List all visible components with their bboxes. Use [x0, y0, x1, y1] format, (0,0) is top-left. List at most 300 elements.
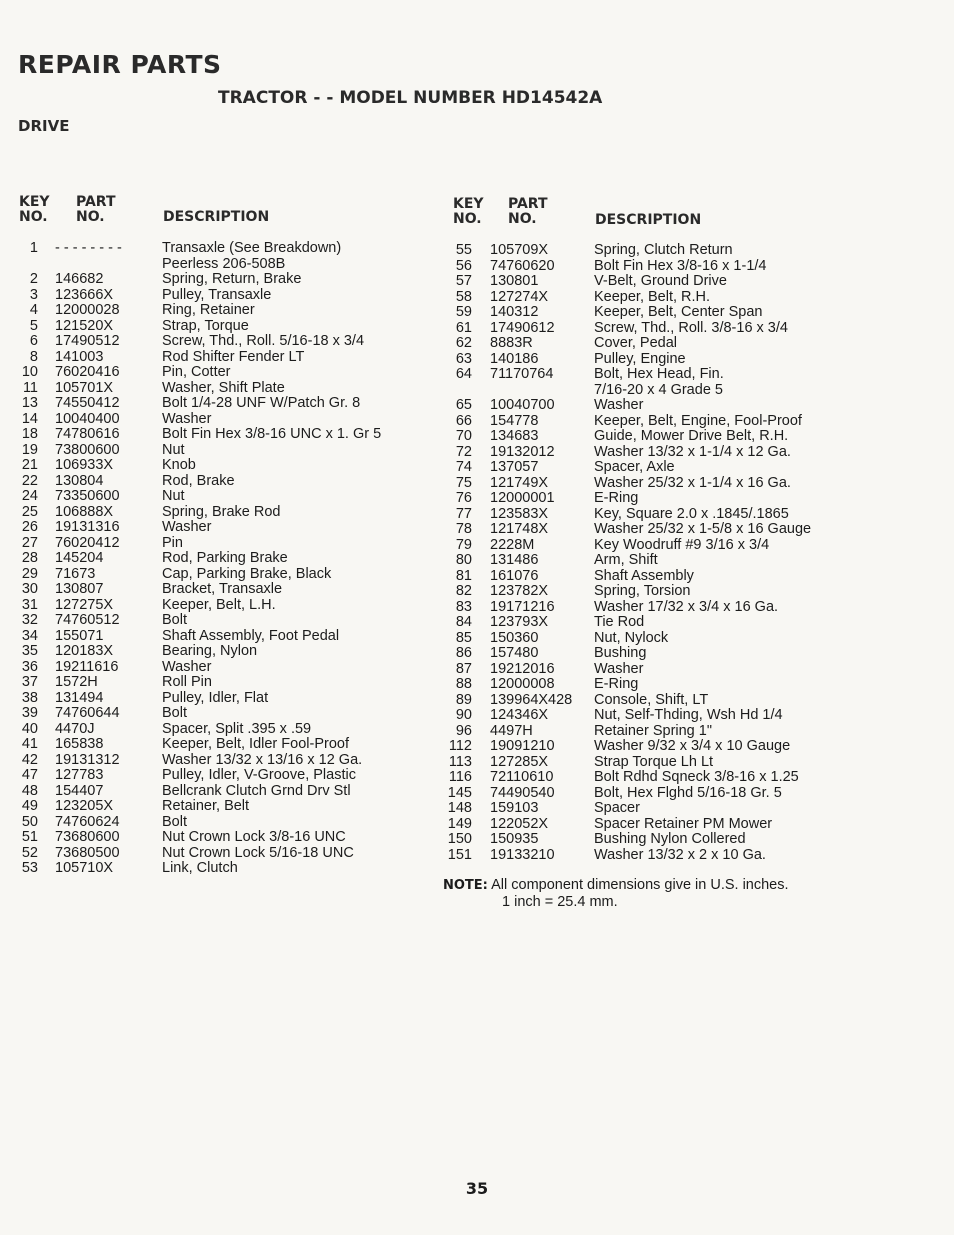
table-row [440, 336, 860, 352]
part-description: Retainer Spring 1" [594, 722, 712, 739]
part-number: 74780616 [55, 426, 120, 442]
part-description: Bolt Rdhd Sqneck 3/8-16 x 1.25 [594, 769, 799, 785]
part-number: 19171216 [490, 598, 555, 615]
part-description: Bolt, Hex Head, Fin. [594, 366, 724, 382]
part-number: 131494 [55, 689, 104, 706]
part-number: 140312 [490, 304, 539, 320]
table-row [0, 737, 440, 753]
key-number: 37 [21, 674, 38, 690]
part-number: 8883R [490, 335, 533, 351]
part-number: 17490612 [490, 319, 555, 336]
part-description: Washer [594, 397, 644, 413]
part-description: Bolt [162, 612, 187, 628]
part-description: Pulley, Idler, Flat [162, 689, 269, 706]
page-title: REPAIR PARTS [18, 50, 222, 79]
table-row [0, 768, 440, 784]
part-number: 74760512 [55, 612, 120, 628]
key-number: 81 [455, 567, 472, 584]
key-number: 1 [29, 240, 38, 256]
table-row [0, 443, 440, 459]
part-description: Bearing, Nylon [162, 643, 258, 659]
part-number: 154407 [55, 782, 104, 799]
table-row [440, 274, 860, 290]
table-row [440, 662, 860, 678]
section-heading: DRIVE [18, 117, 70, 135]
part-number: 141003 [55, 348, 104, 365]
key-number: 34 [21, 627, 38, 644]
part-description: Ring, Retainer [162, 302, 255, 318]
part-number: 123205X [55, 798, 114, 814]
part-description: Pin, Cotter [162, 364, 231, 380]
table-row [440, 615, 860, 631]
part-description: Spring, Brake Rod [162, 503, 281, 520]
key-number: 48 [21, 782, 38, 799]
key-number: 18 [21, 426, 38, 442]
table-row [440, 429, 860, 445]
key-number: 28 [21, 550, 38, 566]
part-description: Shaft Assembly, Foot Pedal [162, 627, 340, 644]
part-number: 157480 [490, 645, 539, 661]
note-conversion: 1 inch = 25.4 mm. [502, 894, 618, 910]
key-number: 113 [448, 753, 472, 770]
part-number: 159103 [490, 800, 539, 816]
part-description: Keeper, Belt, Idler Fool-Proof [162, 736, 349, 752]
part-number: 134683 [490, 428, 539, 444]
table-row [0, 613, 440, 629]
part-number: 124346X [490, 707, 549, 723]
table-row [0, 846, 440, 862]
key-number: 2 [29, 271, 38, 287]
key-number: 74 [455, 459, 472, 475]
key-number: 63 [455, 350, 472, 367]
part-number: 130807 [55, 581, 104, 597]
key-number: 64 [455, 366, 472, 382]
part-number: 73680600 [55, 829, 120, 845]
part-description: Spacer Retainer PM Mower [594, 815, 773, 832]
part-description: Screw, Thd., Roll. 5/16-18 x 3/4 [162, 333, 365, 349]
part-number: 74550412 [55, 395, 120, 411]
part-number: 19212016 [490, 660, 555, 677]
table-row [0, 629, 440, 645]
table-row [0, 303, 440, 319]
part-number: 150360 [490, 629, 539, 646]
part-description: Bolt, Hex Flghd 5/16-18 Gr. 5 [594, 784, 782, 801]
key-number: 90 [455, 707, 472, 723]
table-row [440, 259, 860, 275]
table-row [0, 815, 440, 831]
part-description: Roll Pin [162, 674, 212, 690]
part-number: 121748X [490, 521, 549, 537]
part-description: Spring, Torsion [594, 583, 691, 599]
table-row [0, 412, 440, 428]
part-description: Rod, Brake [162, 472, 235, 489]
part-description: Bracket, Transaxle [162, 581, 283, 597]
table-row [440, 352, 860, 368]
part-number: 155071 [55, 627, 104, 644]
part-number: 19131316 [55, 519, 120, 535]
part-description: Knob [162, 457, 196, 473]
part-number: 10040700 [490, 397, 555, 413]
table-row [0, 567, 440, 583]
table-row [440, 755, 860, 771]
table-row [440, 584, 860, 600]
part-number: 137057 [490, 459, 539, 475]
table-row [440, 724, 860, 740]
key-number: 56 [455, 257, 472, 274]
part-description: Bushing Nylon Collered [594, 831, 746, 847]
key-number: 79 [455, 536, 472, 553]
key-number: 78 [455, 521, 472, 537]
key-number: 21 [21, 457, 38, 473]
key-number: 53 [21, 860, 38, 876]
table-row [0, 582, 440, 598]
part-description: Bolt [162, 813, 187, 830]
table-row [0, 660, 440, 676]
part-description: Spacer, Split .395 x .59 [162, 720, 312, 737]
table-row [440, 739, 860, 755]
part-description: Pulley, Engine [594, 350, 686, 367]
table-row [0, 458, 440, 474]
table-row [0, 706, 440, 722]
part-number: 139964X428 [490, 691, 573, 708]
key-number: 85 [455, 629, 472, 646]
table-row [440, 476, 860, 492]
table-row [440, 321, 860, 337]
part-description: Spring, Clutch Return [594, 242, 733, 258]
table-row [440, 460, 860, 476]
table-row [0, 241, 440, 257]
table-row [440, 383, 860, 399]
key-number: 65 [455, 397, 472, 413]
part-number: 74760620 [490, 257, 555, 274]
part-description: Nut [162, 488, 185, 504]
part-number: 10040400 [55, 410, 120, 427]
part-number: 130804 [55, 472, 104, 489]
part-description: Key, Square 2.0 x .1845/.1865 [594, 505, 789, 522]
part-description: Washer 17/32 x 3/4 x 16 Ga. [594, 598, 779, 615]
key-number: 59 [455, 304, 472, 320]
part-number: 74760624 [55, 813, 120, 830]
part-description: Bolt [162, 705, 187, 721]
part-number: 130801 [490, 273, 539, 289]
table-row [0, 350, 440, 366]
key-number: 6 [29, 333, 38, 349]
table-row [440, 398, 860, 414]
table-row [440, 538, 860, 554]
part-number: 76020412 [55, 534, 120, 551]
part-description: 7/16-20 x 4 Grade 5 [594, 381, 723, 398]
key-number: 83 [455, 598, 472, 615]
part-number: 19211616 [55, 658, 119, 675]
key-number: 13 [21, 395, 38, 411]
part-number: 127275X [55, 596, 114, 613]
table-row [0, 474, 440, 490]
part-description: Pin [162, 534, 183, 551]
part-number: 123666X [55, 286, 114, 303]
key-number: 8 [29, 348, 38, 365]
part-description: Nut [162, 441, 185, 458]
part-description: Washer [162, 519, 212, 535]
key-number: 80 [455, 552, 472, 568]
part-number: 120183X [55, 643, 114, 659]
part-number: 150935 [490, 831, 539, 847]
part-description: Keeper, Belt, L.H. [162, 596, 276, 613]
key-number: 4 [29, 302, 38, 318]
part-description: Pulley, Idler, V-Groove, Plastic [162, 767, 356, 783]
part-number: 105701X [55, 379, 114, 396]
table-row [0, 288, 440, 304]
part-number: 73800600 [55, 441, 120, 458]
part-number: 4497H [490, 722, 533, 739]
key-number: 39 [21, 705, 38, 721]
key-number: 88 [455, 676, 472, 692]
table-row [440, 631, 860, 647]
key-number: 51 [21, 829, 38, 845]
key-number: 50 [21, 813, 38, 830]
key-number: 31 [21, 596, 38, 613]
key-number: 86 [455, 645, 472, 661]
part-number: 71170764 [490, 366, 554, 382]
part-description: Cap, Parking Brake, Black [162, 565, 332, 582]
table-row [440, 708, 860, 724]
table-row [0, 799, 440, 815]
part-description: Strap, Torque [162, 317, 249, 334]
key-number: 77 [455, 505, 472, 522]
model-subtitle: TRACTOR - - MODEL NUMBER HD14542A [218, 88, 603, 108]
table-row [440, 569, 860, 585]
table-row [440, 290, 860, 306]
key-number: 96 [455, 722, 472, 739]
table-row [440, 646, 860, 662]
table-row [440, 507, 860, 523]
part-number: 12000028 [55, 302, 120, 318]
key-number: 42 [21, 751, 38, 768]
key-number: 150 [447, 831, 472, 847]
key-number: 72 [455, 443, 472, 460]
key-number: 87 [455, 660, 472, 677]
key-number: 151 [447, 846, 472, 863]
table-row [0, 830, 440, 846]
part-number: 76020416 [55, 364, 120, 380]
table-row [440, 770, 860, 786]
part-description: Nut Crown Lock 3/8-16 UNC [162, 829, 346, 845]
key-number: 70 [455, 428, 472, 444]
key-number: 84 [455, 614, 472, 630]
part-number: 127285X [490, 753, 549, 770]
key-number: 32 [21, 612, 38, 628]
part-description: Nut, Nylock [594, 629, 669, 646]
key-number: 26 [21, 519, 38, 535]
part-number: 12000001 [490, 490, 555, 506]
table-row [0, 691, 440, 707]
part-number: 2228M [490, 536, 535, 553]
part-description: Washer [162, 410, 212, 427]
table-row [0, 319, 440, 335]
part-number: 123782X [490, 583, 549, 599]
part-description: Keeper, Belt, Engine, Fool-Proof [594, 412, 802, 429]
key-number: 75 [455, 474, 472, 491]
table-row [0, 381, 440, 397]
part-number: 154778 [490, 412, 539, 429]
part-number: 106888X [55, 503, 114, 520]
table-row [440, 553, 860, 569]
part-description: Peerless 206-508B [162, 255, 286, 272]
part-description: Strap Torque Lh Lt [594, 753, 714, 770]
note-label: NOTE: [443, 878, 488, 893]
key-number: 58 [455, 288, 472, 305]
table-row [0, 861, 440, 877]
part-number: 122052X [490, 815, 549, 832]
key-number: 11 [22, 379, 38, 396]
key-number: 22 [21, 472, 38, 489]
part-number: 19132012 [490, 443, 555, 460]
part-number: 19131312 [55, 751, 120, 768]
part-description: Nut, Self-Thding, Wsh Hd 1/4 [594, 707, 783, 723]
part-number: 72110610 [490, 769, 554, 785]
part-description: Spacer [594, 800, 640, 816]
note-text: All component dimensions give in U.S. inches. [491, 877, 789, 893]
part-description: Bolt Fin Hex 3/8-16 UNC x 1. Gr 5 [162, 426, 382, 442]
key-number: 24 [21, 488, 38, 504]
part-description: Screw, Thd., Roll. 3/8-16 x 3/4 [594, 319, 788, 336]
part-number: 146682 [55, 271, 104, 287]
part-description: Cover, Pedal [594, 335, 678, 351]
key-number: 3 [29, 286, 38, 303]
part-number: 73350600 [55, 488, 120, 504]
table-row [440, 491, 860, 507]
part-description: V-Belt, Ground Drive [594, 273, 727, 289]
part-number: 165838 [55, 736, 104, 752]
part-description: Spacer, Axle [594, 459, 675, 475]
part-number: 140186 [490, 350, 539, 367]
key-number: 145 [447, 784, 472, 801]
part-description: Keeper, Belt, Center Span [594, 304, 763, 320]
part-header: PART NO. [76, 194, 116, 225]
table-row [440, 414, 860, 430]
part-number: 105710X [55, 860, 114, 876]
key-number: 116 [448, 769, 472, 785]
part-number: 106933X [55, 457, 114, 473]
key-number: 62 [455, 335, 472, 351]
key-number: 38 [21, 689, 38, 706]
key-number: 89 [455, 691, 472, 708]
part-number: 121520X [55, 317, 114, 334]
key-number: 40 [21, 720, 38, 737]
table-row [0, 753, 440, 769]
table-row [0, 427, 440, 443]
key-number: 14 [21, 410, 38, 427]
table-row [0, 644, 440, 660]
key-number: 5 [29, 317, 38, 334]
table-row [440, 243, 860, 259]
part-number: 74490540 [490, 784, 555, 801]
key-number: 29 [21, 565, 38, 582]
table-row [440, 445, 860, 461]
key-number: 148 [447, 800, 472, 816]
part-description: Guide, Mower Drive Belt, R.H. [594, 428, 789, 444]
key-number: 57 [455, 273, 472, 289]
table-row [0, 551, 440, 567]
part-description: Washer 25/32 x 1-1/4 x 16 Ga. [594, 474, 791, 491]
table-row [0, 334, 440, 350]
left-parts-table [0, 241, 440, 877]
part-description: Bellcrank Clutch Grnd Drv Stl [162, 782, 351, 799]
part-number: 4470J [55, 720, 95, 737]
key-number: 61 [455, 319, 472, 336]
key-number: 112 [448, 738, 472, 754]
key-number: 41 [21, 736, 38, 752]
part-description: Washer 13/32 x 2 x 10 Ga. [594, 846, 766, 863]
part-number: 12000008 [490, 676, 555, 692]
description-header: DESCRIPTION [595, 212, 702, 228]
table-row [440, 832, 860, 848]
part-number: 17490512 [55, 333, 120, 349]
table-row [440, 848, 860, 864]
key-number: 10 [21, 364, 38, 380]
key-number: 149 [447, 815, 472, 832]
key-number: 49 [21, 798, 38, 814]
key-number: 35 [21, 643, 38, 659]
part-number: 123583X [490, 505, 549, 522]
table-row [440, 817, 860, 833]
table-row [0, 505, 440, 521]
key-number: 47 [21, 767, 38, 783]
table-row [0, 536, 440, 552]
part-description: E-Ring [594, 676, 639, 692]
key-header: KEY NO. [453, 196, 484, 227]
key-number: 25 [21, 503, 38, 520]
part-description: Pulley, Transaxle [162, 286, 272, 303]
key-number: 66 [455, 412, 472, 429]
table-row [440, 677, 860, 693]
part-description: Washer 25/32 x 1-5/8 x 16 Gauge [594, 521, 812, 537]
table-row [440, 801, 860, 817]
part-number: 123793X [490, 614, 549, 630]
part-description: Tie Rod [594, 614, 645, 630]
right-parts-table [440, 243, 860, 863]
part-description: Retainer, Belt [162, 798, 250, 814]
table-row [440, 693, 860, 709]
part-number: 131486 [490, 552, 539, 568]
part-description: Nut Crown Lock 5/16-18 UNC [162, 844, 354, 861]
table-row [440, 522, 860, 538]
part-number: 71673 [55, 565, 96, 582]
part-number: 161076 [490, 567, 539, 584]
part-number: 19133210 [490, 846, 555, 863]
part-number: 127783 [55, 767, 104, 783]
table-row [0, 784, 440, 800]
table-row [0, 722, 440, 738]
part-number: 74760644 [55, 705, 120, 721]
part-description: Rod Shifter Fender LT [162, 348, 305, 365]
key-number: 52 [21, 844, 38, 861]
part-description: Key Woodruff #9 3/16 x 3/4 [594, 536, 770, 553]
key-number: 30 [21, 581, 38, 597]
part-description: Washer 13/32 x 1-1/4 x 12 Ga. [594, 443, 791, 460]
table-row [440, 367, 860, 383]
part-description: Arm, Shift [594, 552, 658, 568]
key-number: 55 [455, 242, 472, 258]
table-row [440, 786, 860, 802]
part-number: 73680500 [55, 844, 120, 861]
part-description: Transaxle (See Breakdown) [162, 240, 342, 256]
page-number: 35 [465, 1179, 489, 1198]
part-number: 121749X [490, 474, 549, 491]
part-number: 105709X [490, 242, 549, 258]
part-description: Keeper, Belt, R.H. [594, 288, 711, 305]
table-row [440, 305, 860, 321]
key-number: 27 [21, 534, 38, 551]
